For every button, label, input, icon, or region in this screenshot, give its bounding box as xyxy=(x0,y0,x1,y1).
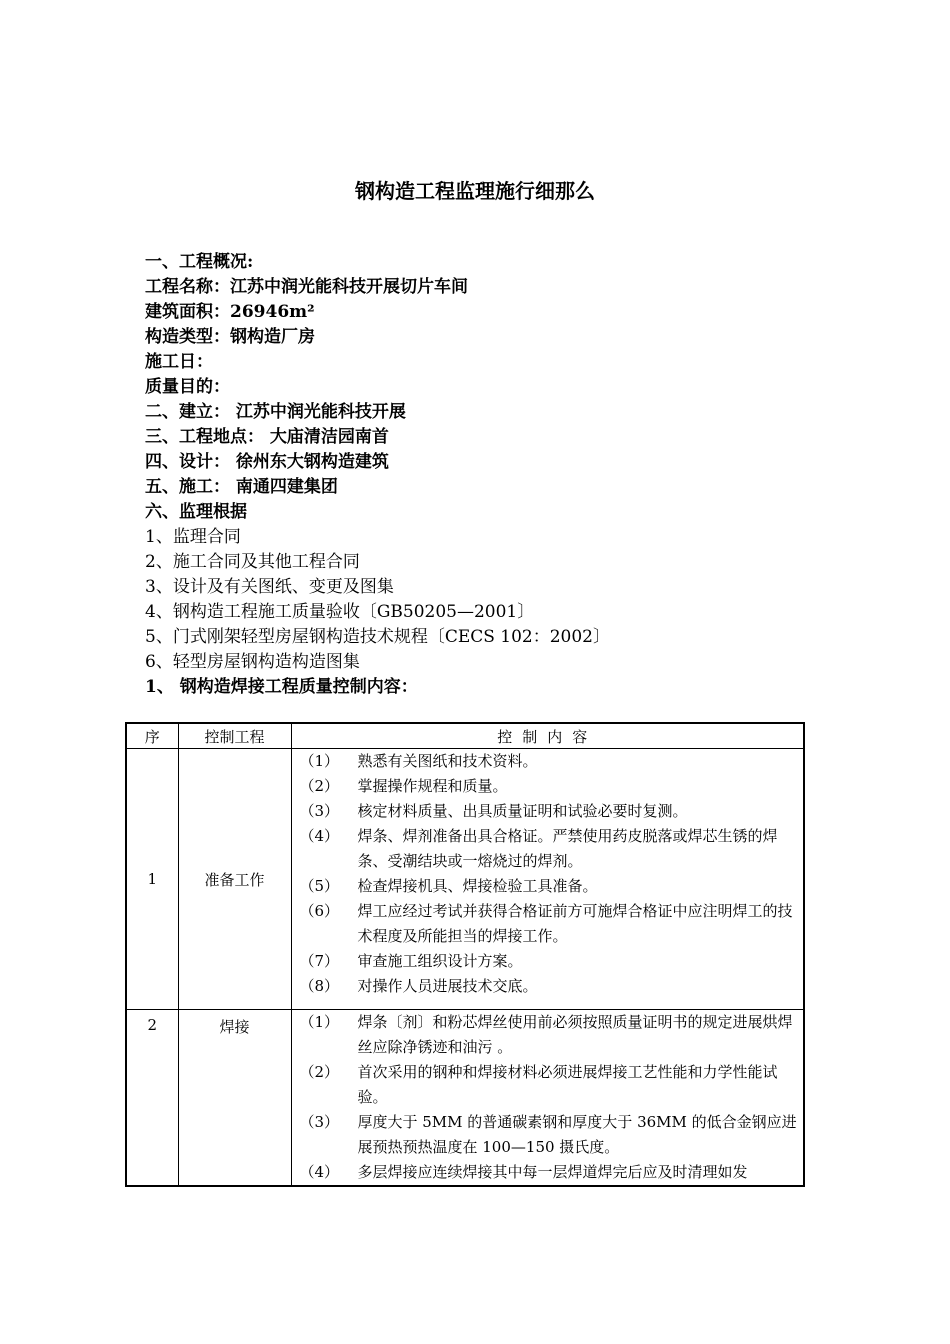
header-seq: 序 xyxy=(126,723,178,749)
overview-line: 五、施工： 南通四建集团 xyxy=(145,477,338,497)
header-content: 控制内容 xyxy=(291,723,804,749)
table-row xyxy=(126,749,804,1010)
overview-line: 质量目的： xyxy=(145,377,230,397)
item-number: （4） xyxy=(299,1163,340,1181)
overview-line: 四、设计： 徐州东大钢构造建筑 xyxy=(145,452,389,472)
row-seq: 2 xyxy=(126,1010,178,1187)
list-item xyxy=(300,749,798,774)
overview-section xyxy=(145,250,825,700)
basis-item: 6、轻型房屋钢构造构造图集 xyxy=(145,652,360,672)
list-item xyxy=(300,824,798,874)
item-number: （8） xyxy=(299,977,340,995)
cell-spacer xyxy=(300,999,798,1009)
item-number: （1） xyxy=(299,752,340,770)
list-item xyxy=(300,899,798,949)
item-text: 熟悉有关图纸和技术资料。 xyxy=(357,752,538,770)
item-text: 多层焊接应连续焊接其中每一层焊道焊完后应及时清理如发 xyxy=(357,1163,748,1181)
overview-line: 施工日： xyxy=(145,352,213,372)
list-item xyxy=(300,799,798,824)
row-content xyxy=(291,1010,804,1187)
overview-line: 三、工程地点： 大庙清洁园南首 xyxy=(145,427,389,447)
list-item xyxy=(300,1060,798,1110)
row-item: 焊接 xyxy=(178,1010,291,1187)
item-text: 掌握操作规程和质量。 xyxy=(357,777,508,795)
item-text: 焊条、焊剂准备出具合格证。严禁使用药皮脱落或焊芯生锈的焊条、受潮结块或一熔烧过的焊剂。 xyxy=(357,827,778,870)
item-number: （2） xyxy=(299,1063,340,1081)
list-item xyxy=(300,949,798,974)
list-item xyxy=(300,1110,798,1160)
section-heading: 1、 钢构造焊接工程质量控制内容： xyxy=(145,677,418,697)
item-text: 审查施工组织设计方案。 xyxy=(357,952,523,970)
item-text: 首次采用的钢种和焊接材料必须进展焊接工艺性能和力学性能试验。 xyxy=(357,1063,778,1106)
header-item: 控制工程 xyxy=(178,723,291,749)
item-text: 对操作人员进展技术交底。 xyxy=(357,977,538,995)
list-item xyxy=(300,1010,798,1060)
row-item: 准备工作 xyxy=(178,749,291,1010)
basis-item: 5、门式刚架轻型房屋钢构造技术规程〔CECS 102：2002〕 xyxy=(145,627,611,647)
basis-item: 2、施工合同及其他工程合同 xyxy=(145,552,360,572)
list-item xyxy=(300,774,798,799)
overview-line: 建筑面积：26946m² xyxy=(145,302,315,322)
overview-line: 六、监理根据 xyxy=(145,502,247,522)
basis-item: 4、钢构造工程施工质量验收〔GB50205—2001〕 xyxy=(145,602,535,622)
row-content xyxy=(291,749,804,1010)
item-number: （4） xyxy=(299,827,340,845)
list-item xyxy=(300,974,798,999)
table-row xyxy=(126,1010,804,1187)
item-number: （2） xyxy=(299,777,340,795)
item-text: 检查焊接机具、焊接检验工具准备。 xyxy=(357,877,598,895)
item-text: 厚度大于 5MM 的普通碳素钢和厚度大于 36MM 的低合金钢应进展预热预热温度在 100—150 摄氏度。 xyxy=(357,1113,797,1156)
list-item xyxy=(300,1160,798,1185)
item-text: 核定材料质量、出具质量证明和试验必要时复测。 xyxy=(357,802,688,820)
item-number: （7） xyxy=(299,952,340,970)
item-number: （3） xyxy=(299,1113,340,1131)
overview-line: 工程名称：江苏中润光能科技开展切片车间 xyxy=(145,277,468,297)
item-number: （3） xyxy=(299,802,340,820)
item-number: （5） xyxy=(299,877,340,895)
row-seq: 1 xyxy=(126,749,178,1010)
item-number: （1） xyxy=(299,1013,340,1031)
overview-line: 一、工程概况: xyxy=(145,252,254,272)
overview-line: 二、建立： 江苏中润光能科技开展 xyxy=(145,402,406,422)
basis-item: 3、设计及有关图纸、变更及图集 xyxy=(145,577,394,597)
overview-line: 构造类型：钢构造厂房 xyxy=(145,327,315,347)
basis-item: 1、监理合同 xyxy=(145,527,241,547)
item-number: （6） xyxy=(299,902,340,920)
control-table xyxy=(125,722,805,1187)
list-item xyxy=(300,874,798,899)
item-text: 焊工应经过考试并获得合格证前方可施焊合格证中应注明焊工的技术程度及所能担当的焊接工作。 xyxy=(357,902,793,945)
document-title: 钢构造工程监理施行细那么 xyxy=(355,179,595,203)
table-header-row xyxy=(126,723,804,749)
item-text: 焊条〔剂〕和粉芯焊丝使用前必须按照质量证明书的规定进展烘焊丝应除净锈迹和油污 。 xyxy=(357,1013,793,1056)
